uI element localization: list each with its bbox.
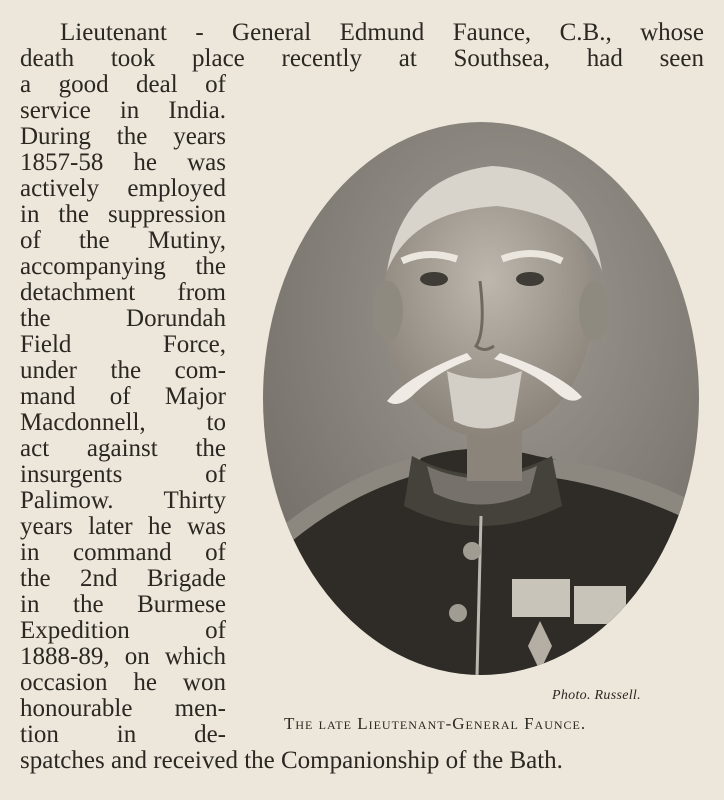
column-line: occasion he won	[20, 669, 226, 696]
column-line: under the com-	[20, 357, 226, 384]
article-line-2: death took place recently at Southsea, had seen	[20, 45, 704, 72]
column-line: insurgents of	[20, 461, 226, 488]
column-line: detachment from	[20, 279, 226, 306]
column-line: in the suppression	[20, 201, 226, 228]
column-line: the Dorundah	[20, 305, 226, 332]
column-line: Palimow. Thirty	[20, 487, 226, 514]
column-line: service in India.	[20, 97, 226, 124]
column-line: honourable men-	[20, 695, 226, 722]
column-line: tion in de-	[20, 721, 226, 748]
column-line: in the Burmese	[20, 591, 226, 618]
column-line: mand of Major	[20, 383, 226, 410]
column-line: of the Mutiny,	[20, 227, 226, 254]
column-line: During the years	[20, 123, 226, 150]
article-last-line: spatches and received the Companionship of the Bath.	[20, 747, 563, 774]
column-line: Macdonnell, to	[20, 409, 226, 436]
column-line: in command of	[20, 539, 226, 566]
column-line: the 2nd Brigade	[20, 565, 226, 592]
column-line: accompanying the	[20, 253, 226, 280]
article-line-1: Lieutenant - General Edmund Faunce, C.B., whose	[60, 19, 704, 46]
column-line: 1857-58 he was	[20, 149, 226, 176]
column-line: a good deal of	[20, 71, 226, 98]
column-line: 1888-89, on which	[20, 643, 226, 670]
portrait-caption: The late Lieutenant-General Faunce.	[284, 714, 587, 733]
column-line: actively employed	[20, 175, 226, 202]
photo-credit: Photo. Russell.	[552, 688, 641, 703]
column-line: Field Force,	[20, 331, 226, 358]
column-line: Expedition of	[20, 617, 226, 644]
portrait-photo	[262, 121, 700, 676]
column-line: years later he was	[20, 513, 226, 540]
column-line: act against the	[20, 435, 226, 462]
